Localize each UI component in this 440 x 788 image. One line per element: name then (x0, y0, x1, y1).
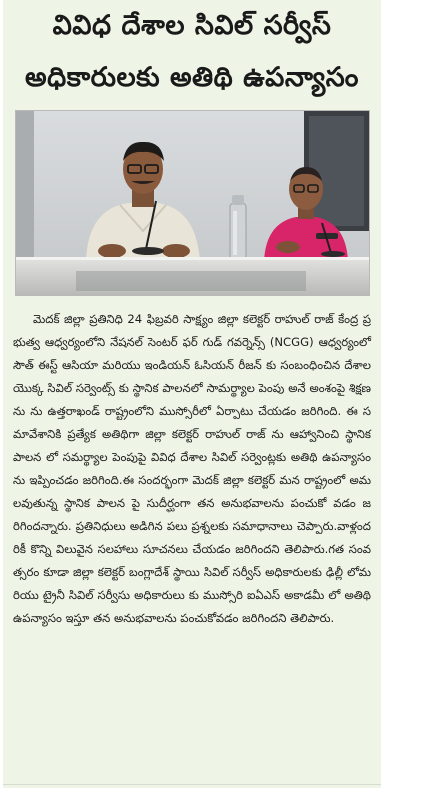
display-screen-inner (309, 116, 364, 226)
table-front-panel (76, 271, 306, 291)
water-bottle (230, 195, 246, 261)
headline-line-2: అధికారులకు అతిథి ఉపన్యాసం (25, 62, 359, 93)
conference-photo-icon (16, 111, 369, 295)
conference-photo (15, 110, 370, 296)
headline-line-1: వివిధ దేశాల సివిల్ సర్వీస్ (52, 10, 332, 41)
table-edge (16, 257, 369, 260)
newspaper-clipping (3, 0, 381, 788)
bottom-rule (3, 784, 381, 785)
article-body: మెదక్ జిల్లా ప్రతినిధి 24 ఫిబ్రవరి సాక్ష్యం జిల్లా కలెక్టర్ రాహుల్ రాజ్ కేంద్ర ప్రభుత్వ ఆధ్వర్యంలోని నేషనల్ సెంటర్ ఫర్ గుడ్ గవర్నెన్స్ (NCGG) ఆధ్వర్యంలో సౌత్ ఈస్ట్ ఆసియా మరియు ఇండియన్ ఓసియన్ రీజన్ కు సంబంధించిన దేశాల యొక్క సివిల్ సర్వెంట్స్ కు స్థానిక పాలనలో సామర్థ్యాల పెంపు అనే అంశంపై శిక్షణను ను ఉత్తరాఖండ్ రాష్ట్రంలోని ముస్సోరీలో ఏర్పాటు చేయడం జరిగింది. ఈ సమావేశానికి ప్రత్యేక అతిథిగా జిల్లా కలెక్టర్ రాహుల్ రాజ్ ను ఆహ్వానించి స్థానిక పాలన లో సమర్థ్యాల పెంపుపై వివిధ దేశాల సివిల్ సర్వెంట్లకు అతిథి ఉపన్యాసం ను ఇప్పించడం జరిగింది.ఈ సందర్భంగా మెదక్ జిల్లా కలెక్టర్ మన రాష్ట్రంలో అమలవుతున్న స్థానిక పాలన పై సుదీర్ఘంగా తన అనుభవాలను పంచుకో వడం జరిగిందన్నారు. ప్రతినిధులు అడిగిన పలు ప్రశ్నలకు సమాధానాలు చెప్పారు.వాళ్లందరికీ కొన్ని విలువైన సలహాలు సూచనలు చేయడం జరిగిందని తెలిపారు.గత సంవత్సరం కూడా జిల్లా కలెక్టర్ బంగ్లాదేశ్ స్థాయి సివిల్ సర్వీస్ అధికారులకు ఢిల్లీ లోమరియు ట్రైనీ సివిల్ సర్వీసు అధికారులు కు ముస్సోరి ఐఏఎస్ అకాడమీ లో అతిథి ఉపన్యాసం ఇస్తూ తన అనుభవాలను పంచుకోవడం జరిగిందని తెలిపారు. (13, 311, 371, 625)
headline (3, 0, 381, 104)
wall-panel (16, 111, 34, 261)
